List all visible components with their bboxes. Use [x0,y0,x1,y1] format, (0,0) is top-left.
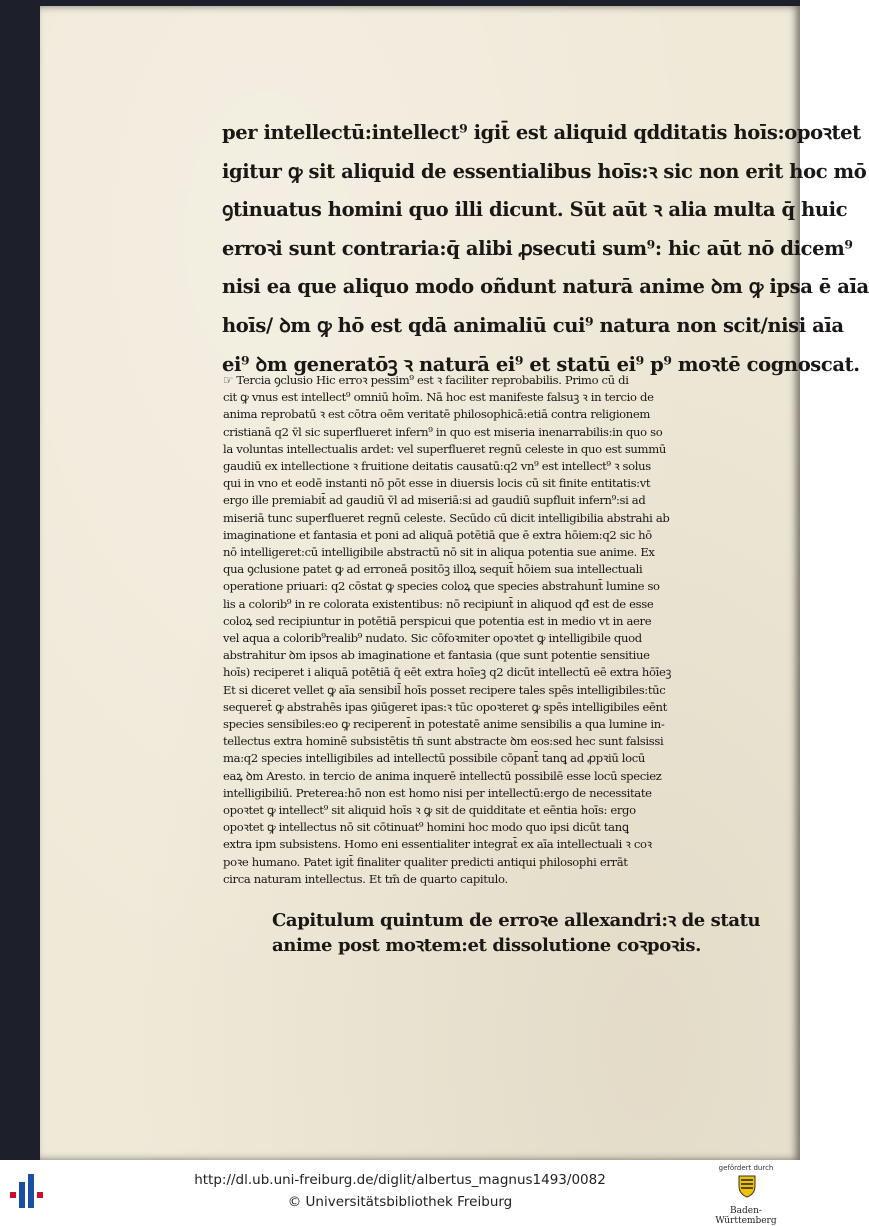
book-page [40,6,869,1160]
text-line: la voluntas intellectualis ardet: vel superflueret regnū celeste in quo est summū [223,441,666,456]
text-line: cit ꝙ vnus est intellect⁹ omniū hoīm. Nā hoc est manifeste falsuꝫ ꝛ in tercio de [223,390,654,405]
text-line: hoīs/ ꝺm ꝙ hō est qdā animaliū cui⁹ natura non scit/nisi aīa [222,313,844,337]
text-line: sequeret̄ ꝙ abstrahēs ipas ꝯiūgeret ipas:ꝛ tūc opoꝛteret ꝙ spēs intelligibiles eēnt [223,699,667,714]
large-text-block [222,114,869,384]
text-line: igitur ꝙ sit aliquid de essentialibus hoīs:ꝛ sic non erit hoc mō [222,159,867,183]
text-line: tellectus extra hominē subsistētis tn̄ sunt abstracte ꝺm eos:sed hec sunt falsissi [223,734,664,749]
text-line: vel aqua a colorib⁹realib⁹ nudato. Sic cōfoꝛmiter opoꝛtet ꝙ intelligibile quod [223,631,642,646]
text-line: hoīs) reciperet i aliquā potētiā q̄ eēt extra hoīeꝫ q2 dicūt intellectū eē extra hōīeꝫ [223,665,672,680]
text-line: nō intelligeret:cū intelligibile abstractū nō sit in aliqua potentia sue anime. Ex [223,545,655,560]
text-line: ei⁹ ꝺm generatōꝫ ꝛ naturā ei⁹ et statū ei⁹ p⁹ moꝛtē cognoscat. [222,352,860,376]
copyright-text: © Universitätsbibliothek Freiburg [287,1194,513,1210]
text-line: qua ꝯclusione patet ꝙ ad erroneā positōꝫ illoꝝ sequit̄ hōiem sua intellectuali [223,562,643,577]
text-line: species sensibiles:eo ꝙ reciperent̄ in potestatē anime sensibilis a qua lumine in- [223,717,665,732]
text-line: ma:q2 species intelligibiles ad intellectū possibile cōpant̄ tanꝗ ad ꝓpꝛiū locū [223,751,646,766]
text-line: eaꝝ ꝺm Aresto. in tercio de anima inquerē intellectū possibilē esse locū speciez [223,768,662,783]
text-line: nisi ea que aliquo modo oñdunt naturā anime ꝺm ꝙ ipsa ē aīa [222,275,869,299]
text-line: anima reprobatū ꝛ est cōtra oēm veritatē philosophicā:etiā contra religionem [223,407,651,422]
text-line: Et si diceret vellet ꝙ aīa sensibil̄ hoīs posset recipere tales spēs intelligibiles:tūc [223,682,666,697]
sponsor-name: Baden-Württemberg [715,1206,777,1226]
text-line: erroꝛi sunt contraria:q̄ alibi ꝓsecuti sum⁹: hic aūt nō dicem⁹ [222,236,853,260]
text-line: qui in vno et eodē instanti nō pōt esse in diuersis locis cū sit finite entitatis:vt [223,476,651,491]
sponsor-caption: gefördert durch [718,1164,774,1172]
text-line: poꝛe humano. Patet igit̄ finaliter qualiter predicti antiqui philosophi errāt [223,854,628,869]
text-line: ☞ Tercia ꝯclusio Hic erroꝛ pessim⁹ est ꝛ faciliter reprobabilis. Primo cū di [223,373,629,387]
text-line: gaudiū ex intellectione ꝛ fruitione deitatis causatū:q2 vn⁹ est intellect⁹ ꝛ solus [223,459,651,474]
chapter-heading [272,908,772,958]
text-line: abstrahitur ꝺm ipsos ab imaginatione et fantasia (que sunt potentie sensitiue [223,648,650,663]
text-line: opoꝛtet ꝙ intellectus nō sit cōtinuat⁹ homini hoc modo quo ipsi dicūt tanꝗ [223,820,629,835]
text-line: per intellectū:intellect⁹ igit̄ est aliquid qdditatis hoīs:opoꝛtet [222,121,861,144]
permalink-url[interactable]: http://dl.ub.uni-freiburg.de/diglit/albertus_magnus1493/0082 [194,1172,606,1188]
text-line: circa naturam intellectus. Et tm̄ de quarto capitulo. [223,871,508,886]
footer-bar [0,1160,800,1226]
coat-of-arms-icon [737,1174,757,1198]
chapter-heading-line: anime post moꝛtem:et dissolutione coꝛpoꝛis. [272,935,701,956]
text-line: miseriā tunc superflueret regnū celeste. Secūdo cū dicit intelligibilia abstrahi ab [223,510,670,525]
text-line: ergo ille premiabit̄ ad gaudiū v̄l ad miseriā:si ad gaudiū supfluit infern⁹:si ad [223,493,646,508]
text-line: cristianā q2 v̄l sic superflueret infern⁹ in quo est miseria inenarrabilis:in quo so [223,424,663,439]
text-line: imaginatione et fantasia et poni ad aliquā potētiā que ē extra hōiem:q2 sic hō [223,527,652,542]
text-line: coloꝝ sed recipiuntur in potētiā perspicui que potentia est in medio vt in aere [223,613,652,628]
text-line: opoꝛtet ꝙ intellect⁹ sit aliquid hoīs ꝛ ꝙ sit de quidditate et eēntia hoīs: ergo [223,803,636,818]
text-line: ꝯtinuatus homini quo illi dicunt. Sūt aūt ꝛ alia multa q̄ huic [222,198,848,222]
small-text-block [223,372,783,888]
sponsor-logo [700,1164,792,1226]
text-line: extra ipm subsistens. Homo eni essentialiter integrat̄ ex aīa intellectuali ꝛ coꝛ [223,837,652,852]
text-line: intelligibiliū. Preterea:hō non est homo nisi per intellectū:ergo de necessitate [223,785,652,800]
chapter-heading-line: Capitulum quintum de erroꝛe allexandri:ꝛ de statu [272,910,761,931]
text-line: operatione priuari: q2 cōstat ꝙ species coloꝝ que species abstrahunt̄ lumine so [223,579,660,594]
text-line: lis a colorib⁹ in re colorata existentibus: nō recipiunt̄ in aliquod qđ est de esse [223,596,654,611]
